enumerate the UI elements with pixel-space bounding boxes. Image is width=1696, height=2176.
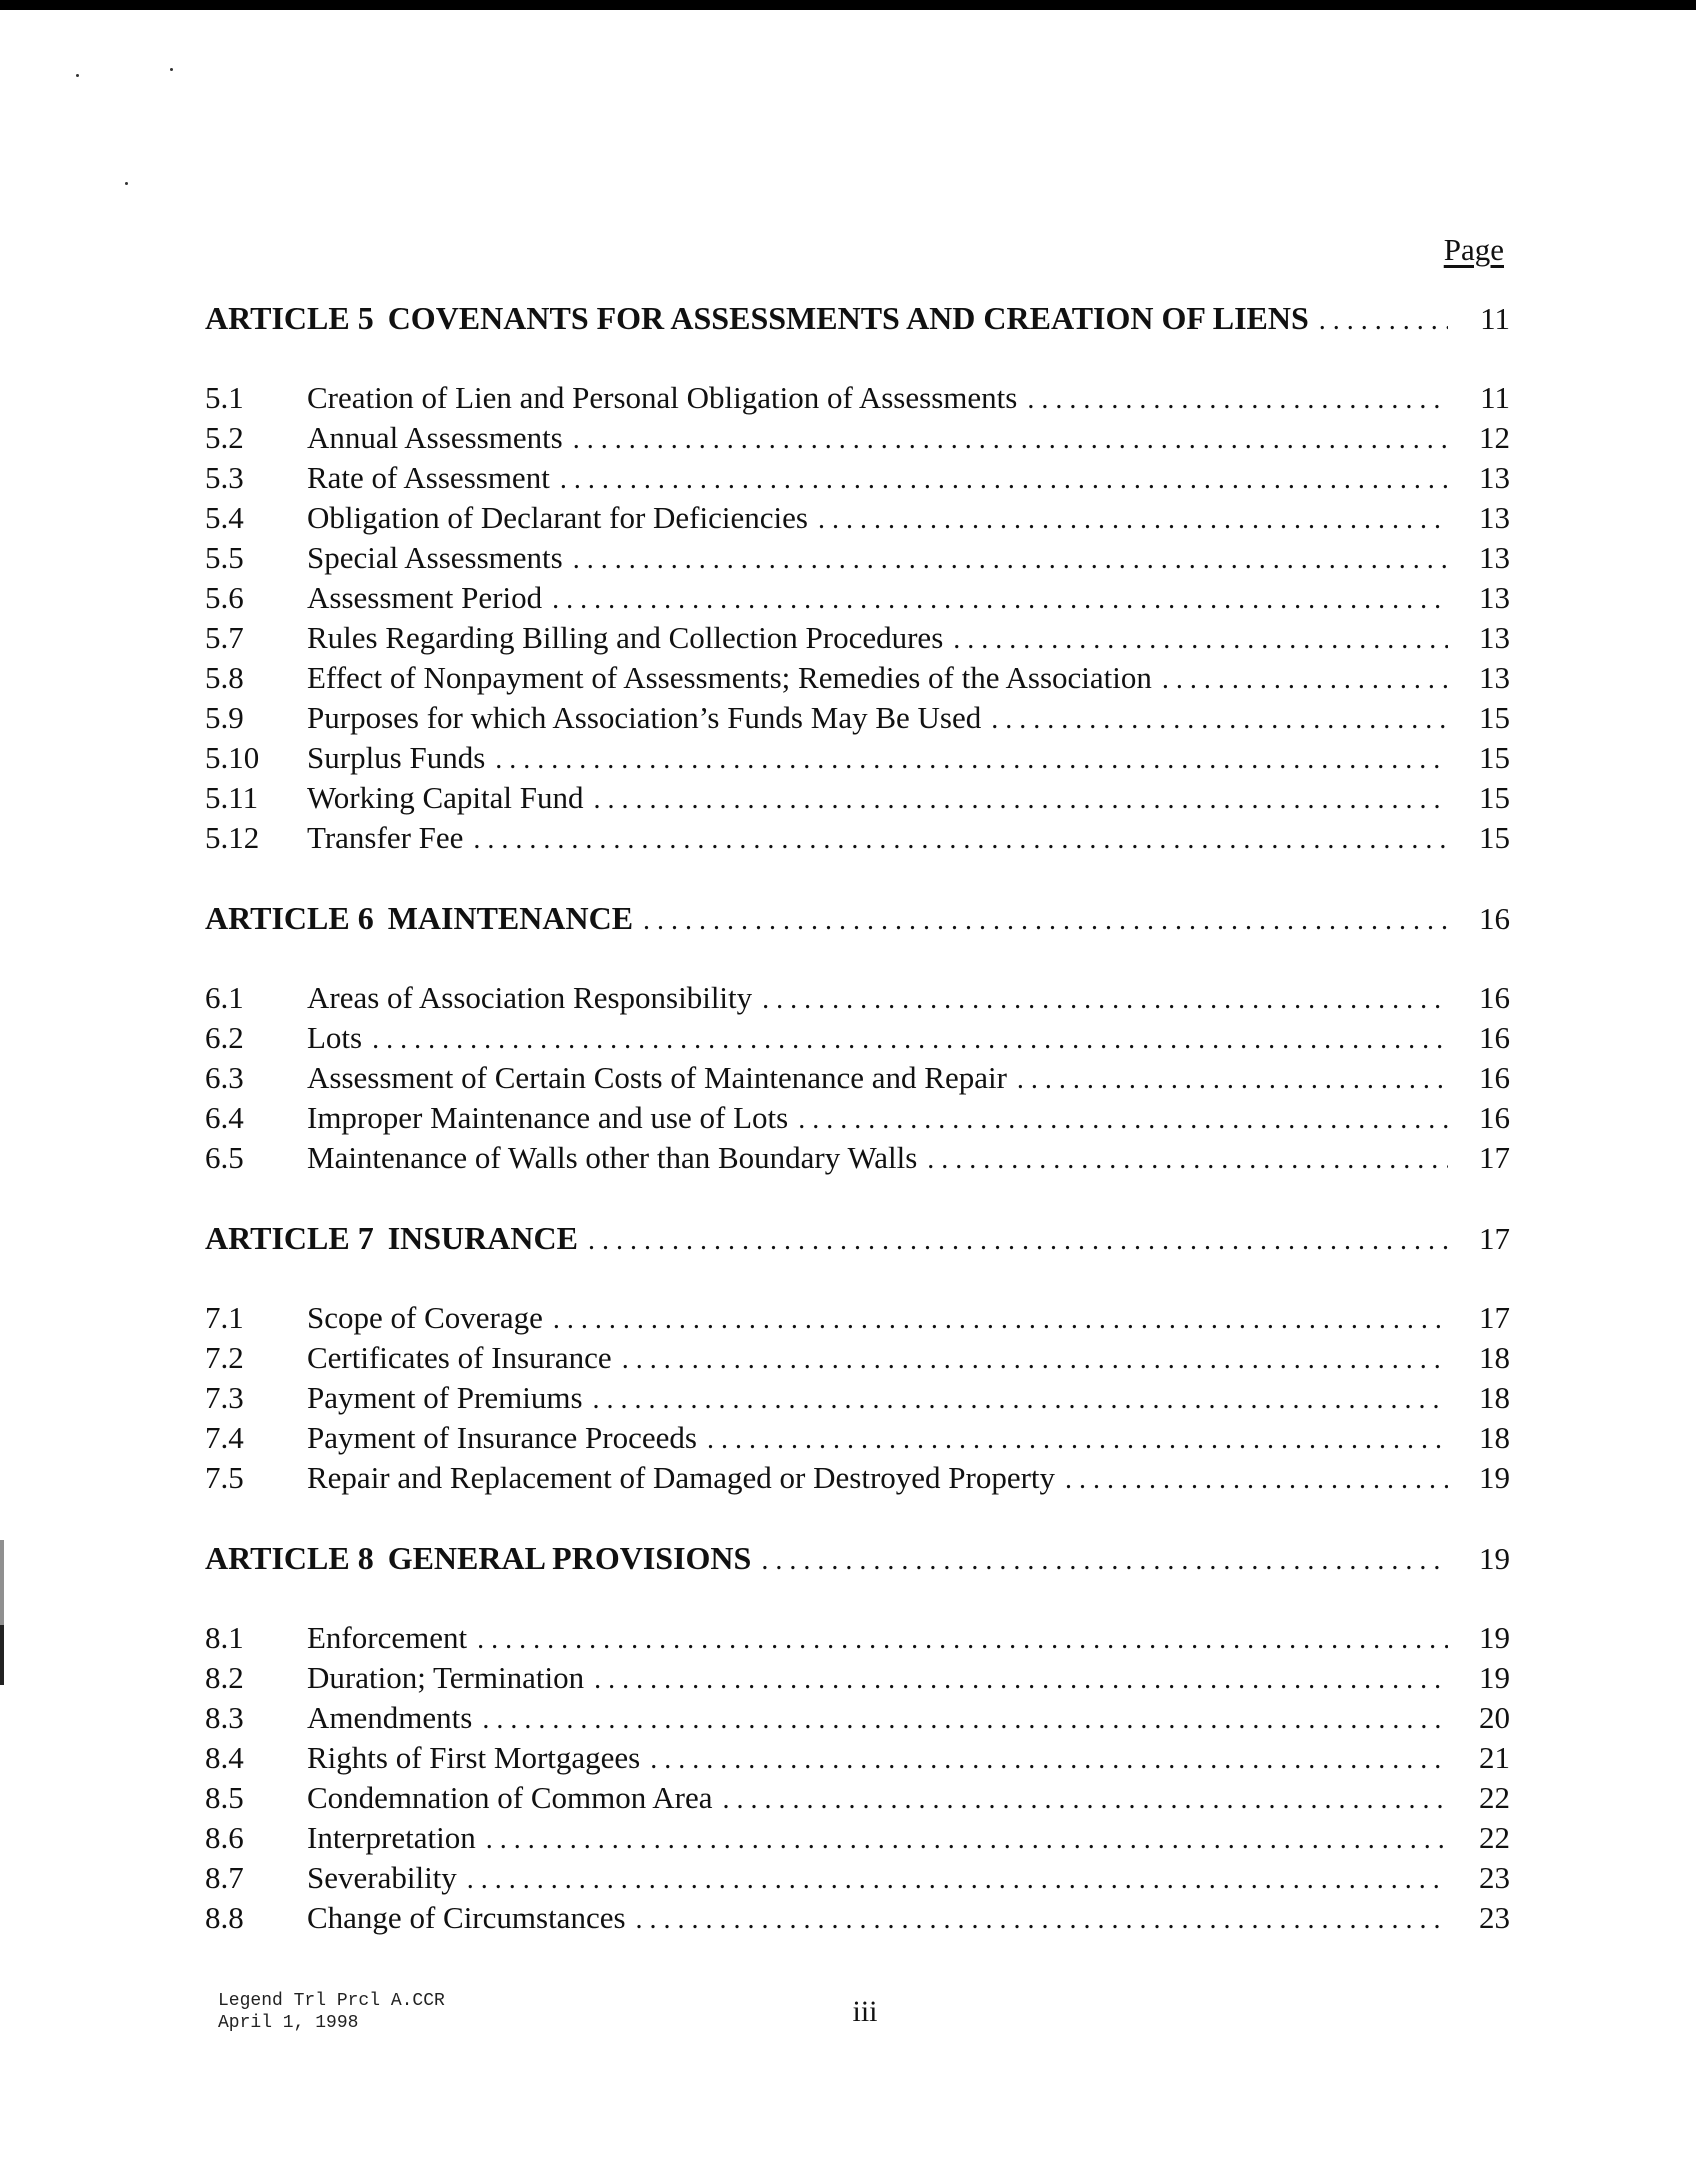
toc-section-row [205,500,1510,540]
section-title: Amendments [307,1700,473,1735]
section-number: 8.7 [205,1860,244,1895]
dot-leader [650,1744,1448,1776]
section-page-number: 13 [1479,620,1510,655]
section-page-number: 22 [1479,1820,1510,1855]
toc-section-row [205,1820,1510,1860]
toc-article-row [205,900,1510,940]
toc-section-row [205,1900,1510,1940]
section-title: Areas of Association Responsibility [307,980,753,1015]
dot-leader [477,1624,1448,1656]
section-page-number: 15 [1479,700,1510,735]
section-title: Special Assessments [307,540,563,575]
article-title: GENERAL PROVISIONS [387,1540,752,1576]
dot-leader [707,1424,1448,1456]
section-number: 7.1 [205,1300,244,1335]
section-number: 5.7 [205,620,244,655]
section-number: 6.3 [205,1060,244,1095]
toc-section-row [205,980,1510,1020]
toc-article-row [205,1540,1510,1580]
section-number: 5.9 [205,700,244,735]
section-number: 8.6 [205,1820,244,1855]
dot-leader [723,1784,1448,1816]
section-number: 5.6 [205,580,244,615]
toc-section-row [205,1060,1510,1100]
section-page-number: 18 [1479,1380,1510,1415]
section-page-number: 17 [1479,1140,1510,1175]
section-number: 8.1 [205,1620,244,1655]
dot-leader [643,905,1448,937]
section-page-number: 15 [1479,780,1510,815]
dot-leader [1027,384,1448,416]
section-page-number: 23 [1479,1900,1510,1935]
toc-section-row [205,1700,1510,1740]
toc-section-row [205,1460,1510,1500]
section-page-number: 13 [1479,460,1510,495]
section-title: Severability [307,1860,457,1895]
footer-document-info [218,1990,445,2034]
toc-section-row [205,1340,1510,1380]
section-title: Surplus Funds [307,740,486,775]
dot-leader [991,704,1448,736]
section-title: Scope of Coverage [307,1300,543,1335]
section-page-number: 15 [1479,740,1510,775]
section-page-number: 16 [1479,1020,1510,1055]
section-number: 7.3 [205,1380,244,1415]
section-page-number: 16 [1479,1060,1510,1095]
section-title: Payment of Insurance Proceeds [307,1420,697,1455]
dot-leader [818,504,1448,536]
section-number: 5.1 [205,380,244,415]
article-title: INSURANCE [387,1220,578,1256]
article-heading [205,900,633,937]
article-title: MAINTENANCE [387,900,634,936]
toc-section-row [205,1780,1510,1820]
section-page-number: 16 [1479,1100,1510,1135]
toc-section-row [205,1140,1510,1180]
section-title: Rights of First Mortgagees [307,1740,641,1775]
section-title: Assessment of Certain Costs of Maintenance and Repair [307,1060,1007,1095]
article-number: ARTICLE 7 [205,1220,374,1256]
dot-leader [552,584,1448,616]
dot-leader [622,1344,1448,1376]
section-title: Maintenance of Walls other than Boundary Walls [307,1140,918,1175]
dot-leader [593,1384,1448,1416]
section-number: 5.12 [205,820,260,855]
section-page-number: 12 [1479,420,1510,455]
section-title: Change of Circumstances [307,1900,626,1935]
dot-leader [798,1104,1448,1136]
section-title: Repair and Replacement of Damaged or Destroyed Property [307,1460,1056,1495]
dot-leader [1319,305,1448,337]
toc-section-row [205,660,1510,700]
dot-leader [553,1304,1448,1336]
section-title: Certificates of Insurance [307,1340,612,1375]
toc-section-row [205,1860,1510,1900]
footer-doc-id: Legend Trl Prcl A.CCR [218,1991,445,2011]
toc-section-row [205,580,1510,620]
section-page-number: 13 [1479,660,1510,695]
scan-edge-mark [0,1625,4,1685]
scan-speck [125,182,128,185]
toc-section-row [205,420,1510,460]
section-title: Rules Regarding Billing and Collection Procedures [307,620,944,655]
section-number: 5.11 [205,780,259,815]
section-title: Transfer Fee [307,820,464,855]
section-page-number: 18 [1479,1420,1510,1455]
section-number: 6.4 [205,1100,244,1135]
section-title: Duration; Termination [307,1660,585,1695]
section-page-number: 19 [1479,1620,1510,1655]
footer-page-number: iii [852,1995,878,2028]
section-page-number: 22 [1479,1780,1510,1815]
footer-date: April 1, 1998 [218,2013,359,2033]
toc-article-row [205,1220,1510,1260]
section-number: 5.10 [205,740,260,775]
dot-leader [573,544,1448,576]
section-number: 6.2 [205,1020,244,1055]
toc-section-row [205,700,1510,740]
dot-leader [372,1024,1448,1056]
article-heading [205,300,1309,337]
section-page-number: 15 [1479,820,1510,855]
section-page-number: 23 [1479,1860,1510,1895]
dot-leader [761,1545,1448,1577]
toc-section-row [205,740,1510,780]
section-page-number: 19 [1479,1660,1510,1695]
section-title: Improper Maintenance and use of Lots [307,1100,789,1135]
dot-leader [486,1824,1448,1856]
section-title: Purposes for which Association’s Funds May Be Used [307,700,982,735]
section-number: 8.8 [205,1900,244,1935]
section-number: 5.2 [205,420,244,455]
section-title: Enforcement [307,1620,468,1655]
article-page-number: 11 [1480,301,1510,336]
toc-section-row [205,540,1510,580]
dot-leader [594,1664,1448,1696]
section-number: 8.5 [205,1780,244,1815]
section-page-number: 19 [1479,1460,1510,1495]
section-title: Working Capital Fund [307,780,584,815]
article-page-number: 17 [1479,1221,1510,1256]
section-title: Annual Assessments [307,420,563,455]
toc-section-row [205,1100,1510,1140]
section-number: 6.5 [205,1140,244,1175]
section-title: Assessment Period [307,580,543,615]
section-title: Obligation of Declarant for Deficiencies [307,500,808,535]
toc-section-row [205,1380,1510,1420]
article-number: ARTICLE 8 [205,1540,374,1576]
section-number: 7.2 [205,1340,244,1375]
article-number: ARTICLE 6 [205,900,374,936]
article-page-number: 16 [1479,901,1510,936]
scan-top-border [0,0,1696,10]
toc-section-row [205,1020,1510,1060]
section-page-number: 18 [1479,1340,1510,1375]
section-number: 7.5 [205,1460,244,1495]
article-title: COVENANTS FOR ASSESSMENTS AND CREATION OF LIENS [387,300,1309,336]
section-number: 8.4 [205,1740,244,1775]
section-number: 5.3 [205,460,244,495]
section-number: 5.4 [205,500,244,535]
toc-article-row [205,300,1510,340]
section-page-number: 13 [1479,580,1510,615]
dot-leader [473,824,1448,856]
section-title: Effect of Nonpayment of Assessments; Remedies of the Association [307,660,1152,695]
dot-leader [1065,1464,1448,1496]
article-heading [205,1540,751,1577]
dot-leader [594,784,1449,816]
article-page-number: 19 [1479,1541,1510,1576]
dot-leader [1017,1064,1448,1096]
toc-section-row [205,1660,1510,1700]
section-page-number: 16 [1479,980,1510,1015]
dot-leader [1162,664,1448,696]
section-number: 6.1 [205,980,244,1015]
table-of-contents [205,300,1510,1940]
dot-leader [636,1904,1448,1936]
dot-leader [927,1144,1448,1176]
toc-section-row [205,780,1510,820]
section-title: Payment of Premiums [307,1380,583,1415]
section-number: 5.8 [205,660,244,695]
section-number: 5.5 [205,540,244,575]
section-page-number: 20 [1479,1700,1510,1735]
dot-leader [762,984,1448,1016]
section-title: Rate of Assessment [307,460,550,495]
dot-leader [467,1864,1448,1896]
toc-section-row [205,620,1510,660]
scan-speck [76,74,79,77]
section-title: Creation of Lien and Personal Obligation of Assessments [307,380,1018,415]
toc-section-row [205,460,1510,500]
dot-leader [953,624,1448,656]
dot-leader [482,1704,1448,1736]
toc-section-row [205,820,1510,860]
section-title: Interpretation [307,1820,476,1855]
toc-section-row [205,1620,1510,1660]
toc-section-row [205,1420,1510,1460]
scan-speck [170,68,173,71]
section-number: 8.2 [205,1660,244,1695]
section-title: Lots [307,1020,363,1055]
section-page-number: 13 [1479,540,1510,575]
page-column-label: Page [1443,232,1504,267]
dot-leader [495,744,1448,776]
dot-leader [588,1225,1448,1257]
article-heading [205,1220,578,1257]
toc-section-row [205,1300,1510,1340]
section-page-number: 17 [1479,1300,1510,1335]
article-number: ARTICLE 5 [205,300,374,336]
toc-section-row [205,1740,1510,1780]
dot-leader [560,464,1448,496]
section-number: 7.4 [205,1420,244,1455]
section-page-number: 11 [1480,380,1510,415]
section-page-number: 21 [1479,1740,1510,1775]
toc-section-row [205,380,1510,420]
dot-leader [573,424,1448,456]
section-page-number: 13 [1479,500,1510,535]
section-title: Condemnation of Common Area [307,1780,713,1815]
section-number: 8.3 [205,1700,244,1735]
